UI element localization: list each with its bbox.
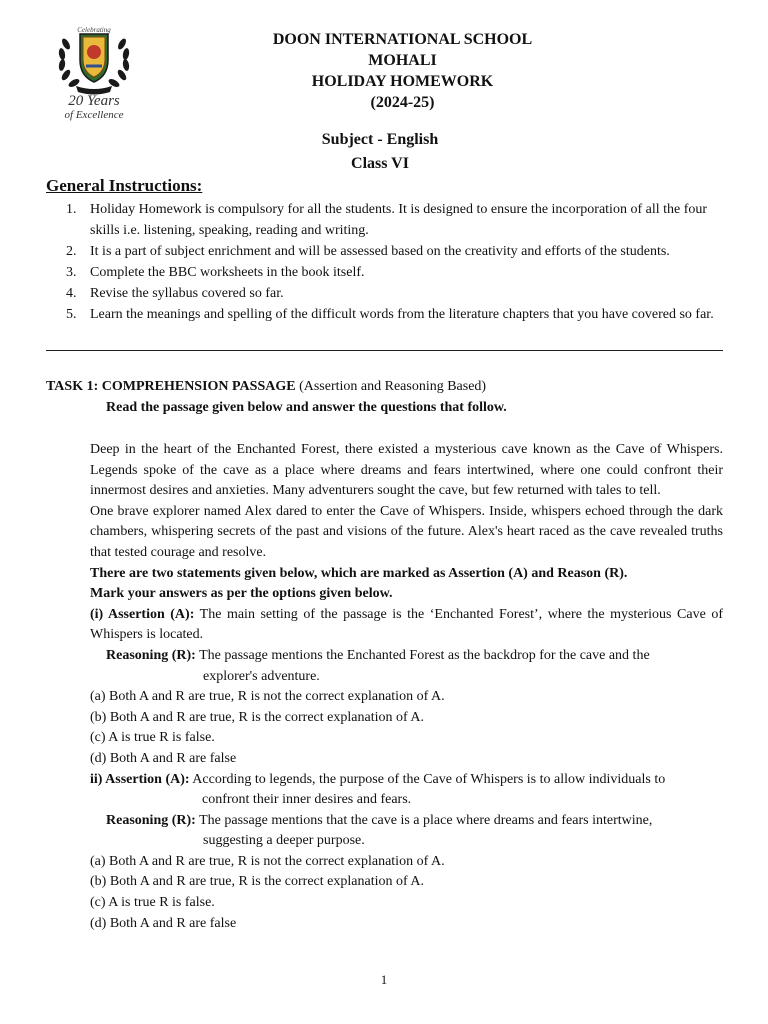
question-2-reasoning-cont: suggesting a deeper purpose. bbox=[203, 833, 365, 849]
list-item bbox=[66, 242, 726, 263]
list-item-number: 2. bbox=[66, 243, 77, 259]
reasoning-label: Reasoning (R): bbox=[106, 647, 196, 663]
question-1-assertion bbox=[90, 605, 723, 646]
answer-option: (d) Both A and R are false bbox=[90, 750, 237, 766]
assertion-text: According to legends, the purpose of the Cave of Whispers is to allow individuals to bbox=[192, 771, 666, 787]
question-1-reasoning bbox=[90, 646, 723, 667]
passage-paragraph-2: One brave explorer named Alex dared to enter the Cave of Whispers. Inside, whispers echoed through the dark chambers, whispering secrets of the past and visions of the future. Alex's heart raced as the cave revealed truths that tested courage and resolve. bbox=[90, 503, 723, 560]
list-item-number: 4. bbox=[66, 285, 77, 301]
task1-title: TASK 1: COMPREHENSION PASSAGE bbox=[46, 379, 296, 394]
question-2-reasoning bbox=[90, 811, 723, 832]
general-instructions-list bbox=[66, 200, 726, 326]
list-item bbox=[66, 200, 726, 241]
answer-option: (b) Both A and R are true, R is the correct explanation of A. bbox=[90, 874, 424, 890]
task1-title-note: (Assertion and Reasoning Based) bbox=[299, 379, 487, 394]
question-2-assertion bbox=[90, 770, 723, 791]
list-item-number: 1. bbox=[66, 202, 77, 217]
statement-line-2: Mark your answers as per the options given below. bbox=[90, 586, 393, 602]
list-item bbox=[66, 263, 726, 284]
answer-option: (c) A is true R is false. bbox=[90, 730, 215, 746]
task1-instruction: Read the passage given below and answer the questions that follow. bbox=[106, 400, 507, 415]
horizontal-divider bbox=[46, 350, 723, 351]
answer-option: (d) Both A and R are false bbox=[90, 915, 237, 931]
reasoning-text: The passage mentions the Enchanted Forest as the backdrop for the cave and the bbox=[199, 647, 650, 663]
list-item-text: It is a part of subject enrichment and will be assessed based on the creativity and efforts of the students. bbox=[90, 243, 670, 259]
general-instructions-title: General Instructions: bbox=[46, 176, 203, 195]
passage-block bbox=[90, 440, 723, 934]
list-item-text: Learn the meanings and spelling of the difficult words from the literature chapters that you have covered so far. bbox=[90, 306, 714, 322]
class-line: Class VI bbox=[351, 155, 409, 172]
list-item-text: Complete the BBC worksheets in the book itself. bbox=[90, 264, 365, 280]
reasoning-text: The passage mentions that the cave is a place where dreams and fears intertwine, bbox=[199, 812, 653, 828]
school-name: DOON INTERNATIONAL SCHOOL bbox=[272, 31, 533, 48]
assertion-text: The main setting of the passage is the ‘Enchanted Forest’, where the mysterious Cave of Whispers is located. bbox=[90, 606, 723, 643]
answer-option: (c) A is true R is false. bbox=[90, 895, 215, 911]
assertion-label: ii) Assertion (A): bbox=[90, 771, 190, 787]
document-header bbox=[170, 29, 635, 113]
school-city: MOHALI bbox=[368, 52, 437, 69]
logo-top-text: Celebrating bbox=[77, 26, 111, 34]
list-item-number: 5. bbox=[66, 306, 77, 322]
list-item-text: Revise the syllabus covered so far. bbox=[90, 285, 284, 301]
logo-caption bbox=[50, 94, 138, 121]
task1-heading bbox=[46, 377, 486, 397]
subject-block bbox=[170, 128, 590, 176]
statement-line-1: There are two statements given below, which are marked as Assertion (A) and Reason (R). bbox=[90, 565, 628, 581]
assertion-label: (i) Assertion (A): bbox=[90, 606, 195, 622]
answer-option: (a) Both A and R are true, R is not the correct explanation of A. bbox=[90, 853, 445, 869]
question-2-assertion-cont: confront their inner desires and fears. bbox=[202, 792, 412, 808]
school-logo bbox=[50, 22, 138, 128]
passage-paragraph-1: Deep in the heart of the Enchanted Forest, there existed a mysterious cave known as the Cave of Whispers. Legends spoke of the cave as a place where dreams and fears intertwined, where one could confront their innermost desires and anxieties. Many adventurers sought the cave, but few returned with tales to tell. bbox=[90, 442, 723, 499]
answer-option: (b) Both A and R are true, R is the correct explanation of A. bbox=[90, 709, 424, 725]
logo-caption-excellence: of Excellence bbox=[64, 109, 124, 121]
logo-caption-years: 20 Years bbox=[68, 93, 120, 109]
answer-option: (a) Both A and R are true, R is not the correct explanation of A. bbox=[90, 689, 445, 705]
question-1-reasoning-cont: explorer's adventure. bbox=[203, 668, 320, 684]
subject-line: Subject - English bbox=[321, 131, 439, 148]
list-item bbox=[66, 305, 726, 326]
list-item-text: Holiday Homework is compulsory for all the students. It is designed to ensure the incorporation of all the four skills i.e. listening, speaking, reading and writing. bbox=[90, 202, 708, 238]
homework-title: HOLIDAY HOMEWORK bbox=[311, 73, 494, 90]
list-item bbox=[66, 284, 726, 305]
list-item-number: 3. bbox=[66, 264, 77, 280]
reasoning-label: Reasoning (R): bbox=[106, 812, 196, 828]
page-number: 1 bbox=[380, 972, 388, 987]
session-year: (2024-25) bbox=[370, 94, 435, 111]
